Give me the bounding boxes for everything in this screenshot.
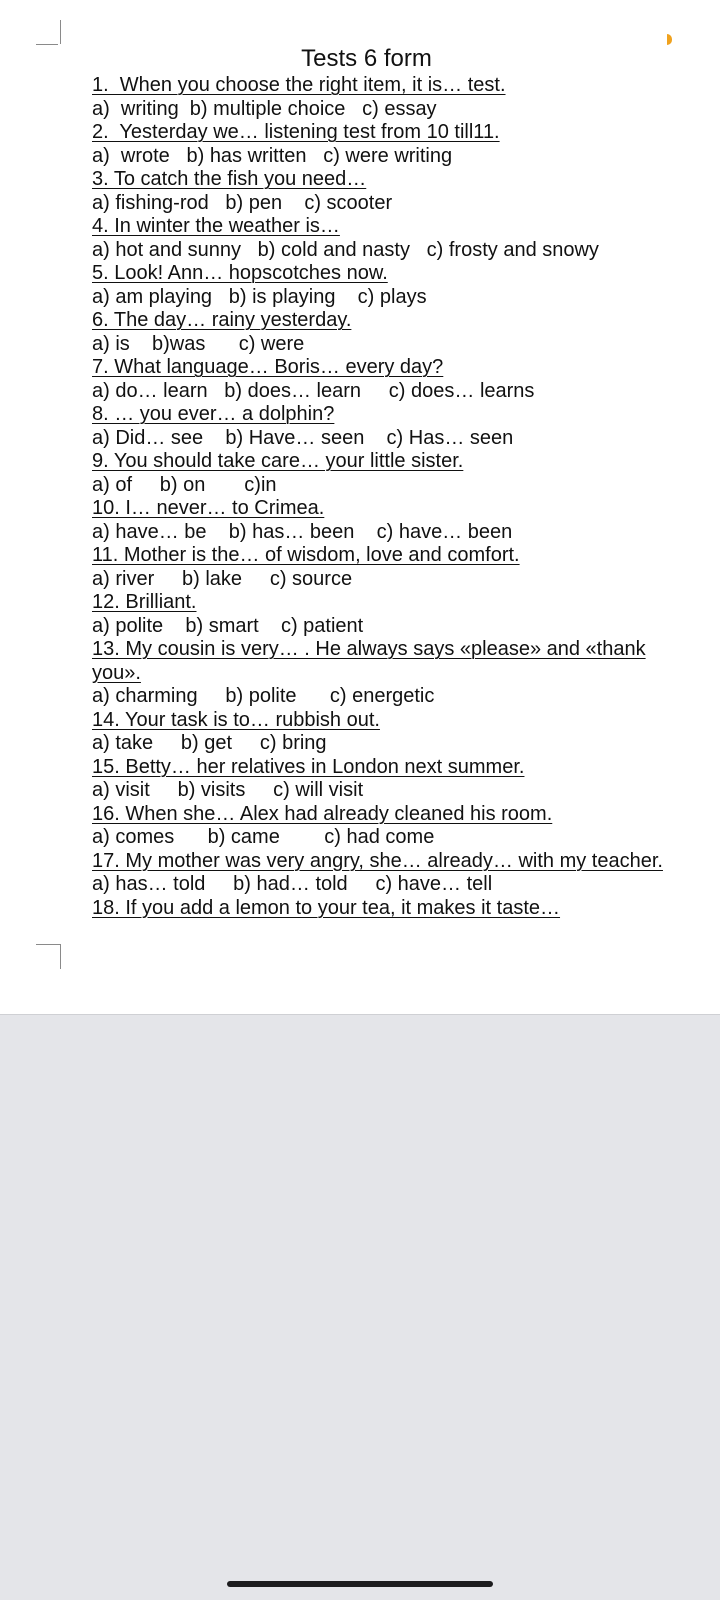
question-text: 8. … you ever… a dolphin? bbox=[92, 403, 335, 425]
document-title: Tests 6 form bbox=[301, 45, 432, 72]
question-text: you». bbox=[92, 661, 141, 684]
answer-options: a) visit b) visits c) will visit bbox=[92, 779, 364, 801]
question-text: 1. When you choose the right item, it is… test. bbox=[92, 74, 506, 96]
question-text: 15. Betty… her relatives in London next summer. bbox=[92, 755, 525, 778]
question-text: 6. The day… rainy yesterday. bbox=[92, 309, 352, 331]
answer-options: a) Did… see b) Have… seen c) Has… seen bbox=[92, 426, 514, 449]
answer-options: a) has… told b) had… told c) have… tell bbox=[92, 873, 493, 895]
question-text: 13. My cousin is very… . He always says «please» and «thank bbox=[92, 638, 646, 660]
answer-options: a) hot and sunny b) cold and nasty c) frosty and snowy bbox=[92, 238, 599, 261]
answer-options: a) fishing-rod b) pen c) scooter bbox=[92, 191, 393, 214]
answer-options: a) charming b) polite c) energetic bbox=[92, 685, 435, 707]
page-corner-mark bbox=[60, 20, 61, 44]
answer-options: a) is b)was c) were bbox=[92, 332, 305, 355]
scroll-indicator-icon bbox=[667, 34, 672, 45]
question-text: 10. I… never… to Crimea. bbox=[92, 497, 325, 519]
page-corner-mark bbox=[36, 944, 61, 945]
question-text: 4. In winter the weather is… bbox=[92, 215, 340, 237]
page-corner-mark bbox=[60, 944, 61, 969]
answer-options: a) river b) lake c) source bbox=[92, 567, 353, 590]
answer-options: a) wrote b) has written c) were writing bbox=[92, 144, 453, 167]
answer-options: a) comes b) came c) had come bbox=[92, 826, 435, 848]
question-text: 3. To catch the fish you need… bbox=[92, 168, 367, 190]
question-text: 9. You should take care… your little sister. bbox=[92, 450, 464, 472]
question-text: 12. Brilliant. bbox=[92, 591, 197, 613]
home-indicator[interactable] bbox=[227, 1581, 493, 1587]
question-text: 11. Mother is the… of wisdom, love and comfort. bbox=[92, 544, 520, 566]
answer-options: a) of b) on c)in bbox=[92, 473, 277, 496]
answer-options: a) take b) get c) bring bbox=[92, 732, 327, 754]
question-text: 5. Look! Ann… hopscotches now. bbox=[92, 262, 388, 284]
answer-options: a) have… be b) has… been c) have… been bbox=[92, 520, 513, 543]
question-text: 18. If you add a lemon to your tea, it makes it taste… bbox=[92, 896, 561, 919]
question-text: 2. Yesterday we… listening test from 10 till11. bbox=[92, 121, 500, 143]
answer-options: a) writing b) multiple choice c) essay bbox=[92, 97, 437, 120]
answer-options: a) polite b) smart c) patient bbox=[92, 614, 364, 637]
answer-options: a) do… learn b) does… learn c) does… learns bbox=[92, 379, 535, 402]
answer-options: a) am playing b) is playing c) plays bbox=[92, 285, 427, 308]
question-text: 16. When she… Alex had already cleaned his room. bbox=[92, 802, 553, 825]
question-text: 7. What language… Boris… every day? bbox=[92, 356, 444, 378]
question-text: 14. Your task is to… rubbish out. bbox=[92, 708, 380, 731]
question-text: 17. My mother was very angry, she… already… with my teacher. bbox=[92, 849, 663, 872]
